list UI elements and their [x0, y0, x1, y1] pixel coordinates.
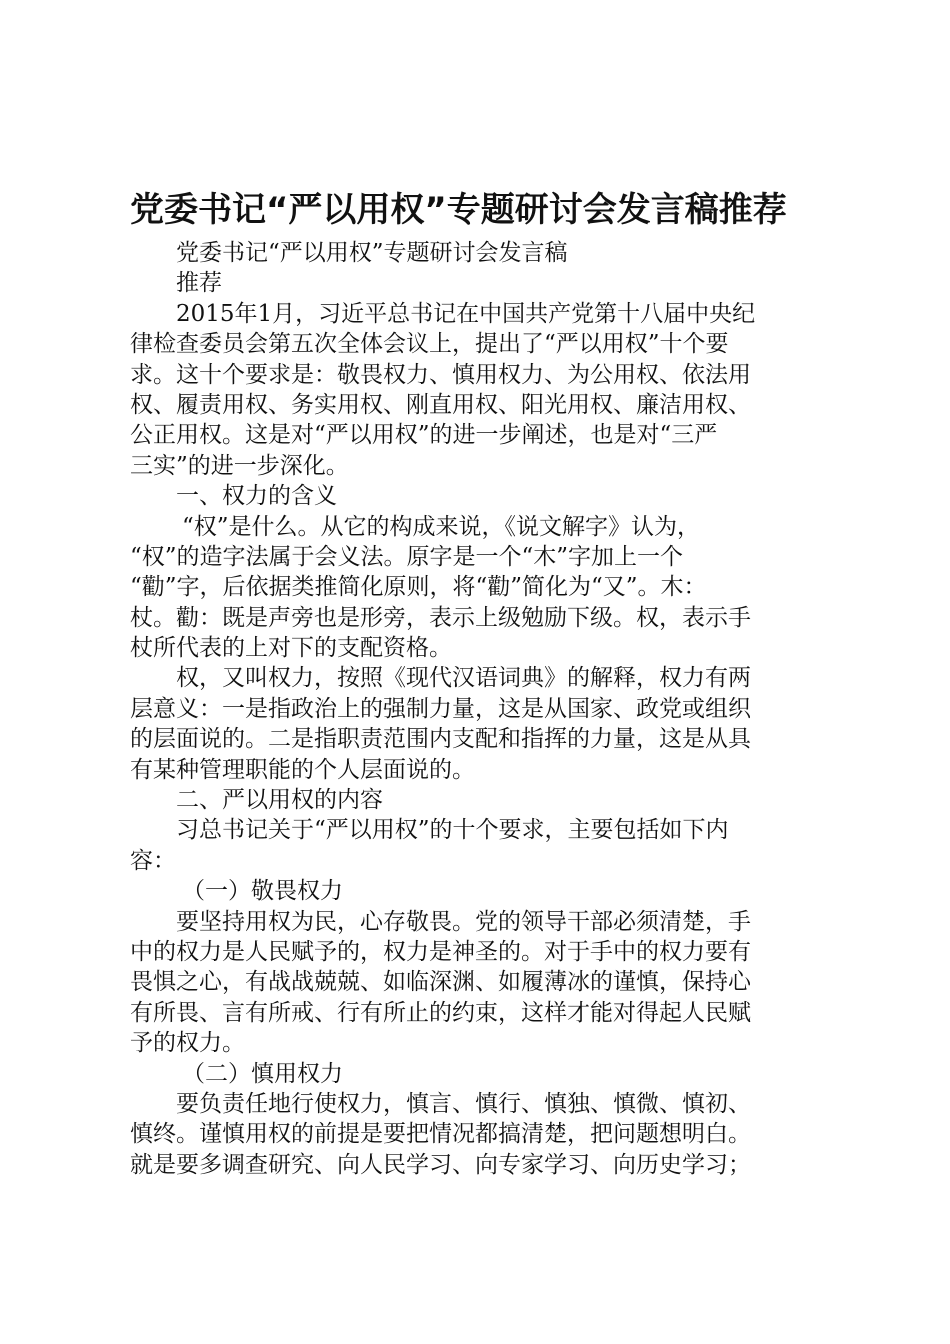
text-line: （一）敬畏权力: [182, 878, 343, 905]
text-line: 容：: [130, 847, 176, 874]
text-line: 要坚持用权为民，心存敬畏。党的领导干部必须清楚，手: [176, 908, 751, 935]
text-line: 求。这十个要求是：敬畏权力、慎用权力、为公用权、依法用: [130, 361, 751, 388]
document-body: [130, 238, 830, 1180]
text-line: 要负责任地行使权力，慎言、慎行、慎独、慎微、慎初、: [176, 1090, 751, 1117]
text-line: 杖。勸：既是声旁也是形旁，表示上级勉励下级。权，表示手: [130, 604, 751, 631]
document-title: 党委书记“严以用权”专题研讨会发言稿推荐: [130, 190, 787, 230]
text-line: 就是要多调查研究、向人民学习、向专家学习、向历史学习；: [130, 1151, 751, 1178]
text-line: （二）慎用权力: [182, 1060, 343, 1087]
text-line: “权”的造字法属于会义法。原字是一个“木”字加上一个: [130, 543, 684, 570]
text-line: 有所畏、言有所戒、行有所止的约束，这样才能对得起人民赋: [130, 999, 751, 1026]
text-line: 中的权力是人民赋予的，权力是神圣的。对于手中的权力要有: [130, 938, 751, 965]
text-line: 一、权力的含义: [176, 483, 337, 510]
text-line: 推荐: [176, 270, 222, 297]
text-line: 层意义：一是指政治上的强制力量，这是从国家、政党或组织: [130, 695, 751, 722]
text-line: 党委书记“严以用权”专题研讨会发言稿: [176, 240, 568, 266]
text-line: 权、履责用权、务实用权、刚直用权、阳光用权、廉洁用权、: [130, 391, 751, 418]
text-line: 予的权力。: [130, 1030, 245, 1057]
text-line: 三实”的进一步深化。: [130, 452, 349, 479]
text-line: 的层面说的。二是指职责范围内支配和指挥的力量，这是从具: [130, 726, 751, 753]
text-line: 杖所代表的上对下的支配资格。: [130, 635, 452, 662]
text-line: 二、严以用权的内容: [176, 787, 383, 814]
text-line: 律检查委员会第五次全体会议上，提出了“严以用权”十个要: [130, 331, 729, 358]
text-line: 权，又叫权力，按照《现代汉语词典》的解释，权力有两: [176, 665, 751, 692]
text-line: 2015年1月，习近平总书记在中国共产党第十八届中央纪: [176, 300, 756, 327]
text-line: 有某种管理职能的个人层面说的。: [130, 756, 475, 783]
text-line: “权”是什么。从它的构成来说，《说文解字》认为，: [182, 513, 701, 540]
text-line: 公正用权。这是对“严以用权”的进一步阐述，也是对“三严: [130, 422, 718, 449]
text-line: “勸”字，后依据类推简化原则，将“勸”简化为“又”。木：: [130, 574, 707, 601]
text-line: 习总书记关于“严以用权”的十个要求，主要包括如下内: [176, 817, 729, 844]
text-line: 畏惧之心，有战战兢兢、如临深渊、如履薄冰的谨慎，保持心: [130, 969, 751, 996]
text-line: 慎终。谨慎用权的前提是要把情况都搞清楚，把问题想明白。: [130, 1121, 751, 1148]
